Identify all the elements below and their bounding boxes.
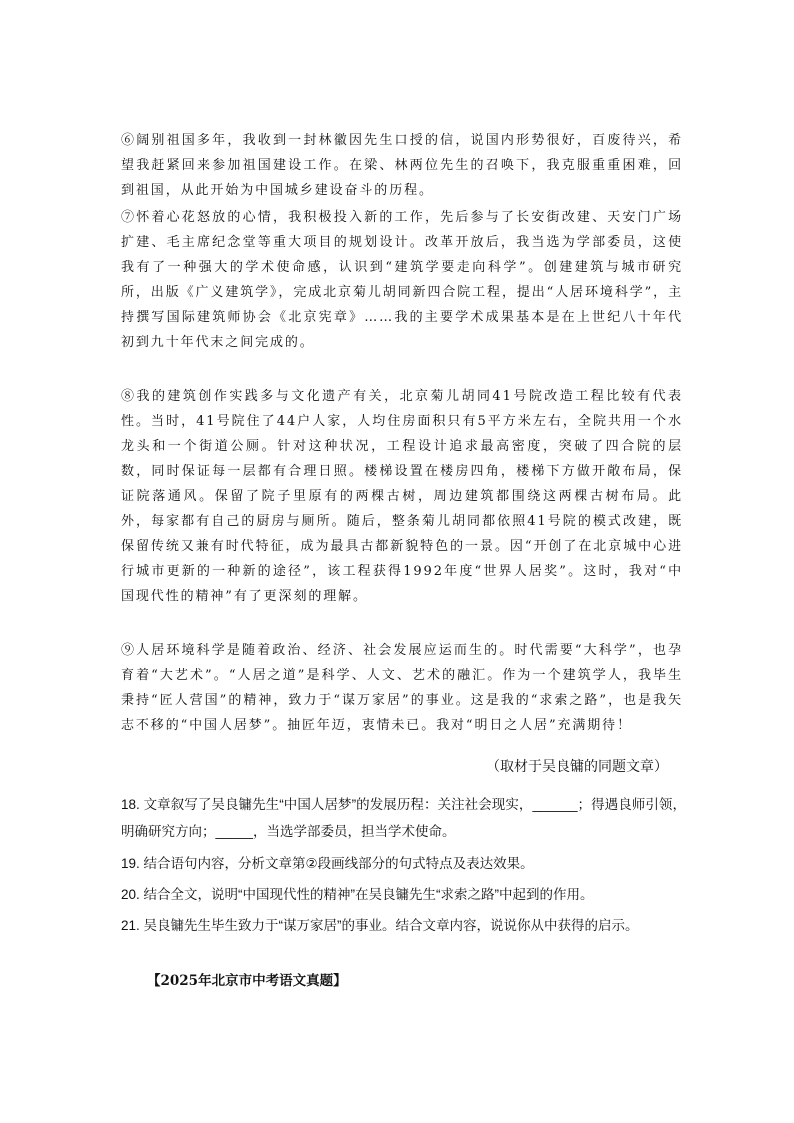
question-21: 21. 吴良镛先生毕生致力于“谋万家居”的事业。结合文章内容，说说你从中获得的启示。 bbox=[121, 918, 639, 933]
question-18: 18. 文章叙写了吴良镛先生“中国人居梦”的发展历程：关注社会现实，______；得遇良师引领，明确研究方向；_____，当选学部委员，担当学术使命。 bbox=[121, 797, 686, 839]
section-heading: 【2025年北京市中考语文真题】 bbox=[147, 973, 347, 989]
paragraph-9: ⑨人居环境科学是随着政治、经济、社会发展应运而生的。时代需要“大科学”，也孕育着“大艺术”。“人居之道”是科学、人文、艺术的融汇。作为一个建筑学人，我毕生秉持“匠人营国”的精神，致力于“谋万家居”的事业。这是我的“求索之路”，也是我矢志不移的“中国人居梦”。抽匠年迈，衷情未已。我对“明日之人居”充满期待！ bbox=[121, 643, 683, 733]
question-20: 20. 结合全文，说明“中国现代性的精神”在吴良镛先生“求索之路”中起到的作用。 bbox=[121, 887, 594, 902]
paragraph-6: ⑥阔别祖国多年，我收到一封林徽因先生口授的信，说国内形势很好，百废待兴，希望我赶紧回来参加祖国建设工作。在梁、林两位先生的召唤下，我克服重重困难，回到祖国，从此开始为中国城乡建设奋斗的历程。 bbox=[121, 133, 683, 198]
paragraph-7: ⑦怀着心花怒放的心情，我积极投入新的工作，先后参与了长安街改建、天安门广场扩建、毛主席纪念堂等重大项目的规划设计。改革开放后，我当选为学部委员，这使我有了一种强大的学术使命感，认识到“建筑学要走向科学”。创建建筑与城市研究所，出版《广义建筑学》，完成北京菊儿胡同新四合院工程，提出“人居环境科学”，主持撰写国际建筑师协会《北京宪章》……我的主要学术成果基本是在上世纪八十年代初到九十年代末之间完成的。 bbox=[121, 210, 683, 350]
source-note: （取材于吴良镛的同题文章） bbox=[486, 758, 668, 774]
question-19: 19. 结合语句内容，分析文章第②段画线部分的句式特点及表达效果。 bbox=[121, 856, 534, 871]
paragraph-8: ⑧我的建筑创作实践多与文化遗产有关，北京菊儿胡同41号院改造工程比较有代表性。当时，41号院住了44户人家，人均住房面积只有5平方米左右，全院共用一个水龙头和一个街道公厕。针对这种状况，工程设计追求最高密度，突破了四合院的层数，同时保证每一层都有合理日照。楼梯设置在楼房四角，楼梯下方做开敞布局，保证院落通风。保留了院子里原有的两棵古树，周边建筑都围绕这两棵古树布局。此外，每家都有自己的厨房与厕所。随后，整条菊儿胡同都依照41号院的模式改建，既保留传统又兼有时代特征，成为最具古都新貌特色的一景。因“开创了在北京城中心进行城市更新的一种新的途径”，该工程获得1992年度“世界人居奖”。这时，我对“中国现代性的精神”有了更深刻的理解。 bbox=[121, 389, 683, 604]
